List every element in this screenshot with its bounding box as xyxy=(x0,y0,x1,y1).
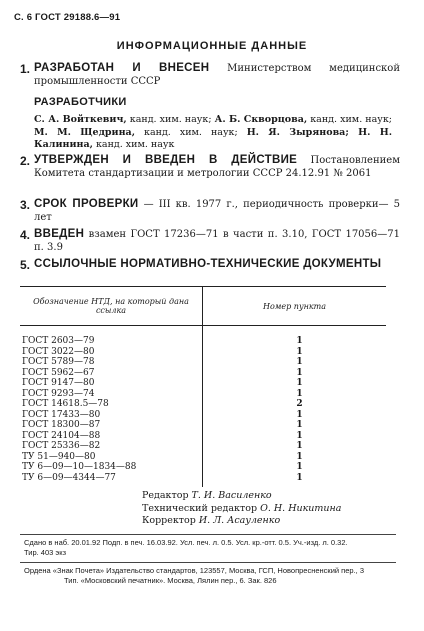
section-5-number: 5. xyxy=(20,258,31,272)
section-1-lead: РАЗРАБОТАН И ВНЕСЕН xyxy=(34,62,210,74)
table-row xyxy=(20,378,386,389)
developer-1-name: С. А. Войткевич, xyxy=(34,114,127,125)
tech-editor-role: Технический редактор xyxy=(142,502,261,514)
table-cell-document: ГОСТ 9147—80 xyxy=(20,378,203,389)
table-row xyxy=(20,326,386,347)
table-row xyxy=(20,452,386,463)
section-4-number: 4. xyxy=(20,228,31,242)
corrector-line xyxy=(142,515,341,528)
table-cell-item: 1 xyxy=(296,336,303,346)
table-row xyxy=(20,410,386,421)
table-cell-document: ГОСТ 5789—78 xyxy=(20,357,203,368)
section-1-text: Министерством медицинской промышленности СССР xyxy=(34,63,400,87)
section-2-lead: УТВЕРЖДЕН И ВВЕДЕН В ДЕЙСТВИЕ xyxy=(34,154,298,166)
developer-5-name: Н. Н. Калинина, xyxy=(34,126,393,150)
table-cell-document: ТУ 51—940—80 xyxy=(20,452,203,463)
table-cell-item: 1 xyxy=(296,472,303,483)
footer-rule-middle xyxy=(20,562,396,563)
table-cell-item: 2 xyxy=(296,399,303,409)
footer-rule-top xyxy=(20,534,396,535)
column-header-document: Обозначение НТД, на который дана ссылка xyxy=(20,287,203,326)
editorial-staff xyxy=(142,490,341,528)
table-cell-document: ГОСТ 17433—80 xyxy=(20,410,203,421)
footer-line-3: Ордена «Знак Почета» Издательство стандартов, 123557, Москва, ГСП, Новопресненский пер., 3 xyxy=(24,566,364,575)
section-4-text: взамен ГОСТ 17236—71 в части п. 3.10, ГОСТ 17056—71 п. 3.9 xyxy=(34,229,400,253)
table-row xyxy=(20,462,386,473)
table-cell-item: 1 xyxy=(296,388,303,399)
table-row xyxy=(20,473,386,488)
section-3 xyxy=(20,198,400,224)
developer-3-name: М. М. Щедрина, xyxy=(34,126,136,138)
corrector-role: Корректор xyxy=(142,515,199,526)
table-cell-item: 1 xyxy=(296,346,303,357)
footer-print-info xyxy=(24,538,400,558)
page-header: С. 6 ГОСТ 29188.6—91 xyxy=(14,12,121,23)
table-cell-document: ГОСТ 24104—88 xyxy=(20,431,203,442)
table-row xyxy=(20,431,386,442)
table-cell-document: ГОСТ 2603—79 xyxy=(20,326,203,347)
section-1-number: 1. xyxy=(20,62,31,76)
section-2 xyxy=(20,154,400,180)
table-cell-item: 1 xyxy=(296,462,303,472)
table-row xyxy=(20,441,386,452)
table-cell-item: 1 xyxy=(296,409,303,420)
table-cell-item: 1 xyxy=(296,357,303,367)
table-cell-document: ГОСТ 18300—87 xyxy=(20,420,203,431)
tech-editor-line xyxy=(142,503,341,516)
developer-3-degree: канд. хим. наук; xyxy=(135,126,247,138)
corrector-name: И. Л. Асауленко xyxy=(198,515,281,526)
tech-editor-name: О. Н. Никитина xyxy=(260,502,342,514)
table-cell-document: ГОСТ 9293—74 xyxy=(20,389,203,400)
section-1 xyxy=(20,62,400,88)
editor-line xyxy=(142,490,341,503)
table-cell-document: ГОСТ 3022—80 xyxy=(20,347,203,358)
section-3-lead: СРОК ПРОВЕРКИ xyxy=(34,198,139,210)
developer-4-name: Н. Я. Зырянова; xyxy=(246,126,349,138)
developer-5-degree: канд. хим. наук xyxy=(92,139,175,150)
editor-name: Т. И. Василенко xyxy=(191,490,272,501)
table-cell-document: ТУ 6—09—10—1834—88 xyxy=(20,462,203,473)
table-row xyxy=(20,368,386,379)
section-4 xyxy=(20,228,400,254)
developer-1-degree: канд. хим. наук; xyxy=(126,114,215,125)
table-header-row xyxy=(20,287,386,326)
developers-list xyxy=(34,114,392,152)
footer-line-1: Сдано в наб. 20.01.92 Подп. в печ. 16.03.92. Усл. печ. л. 0.5. Усл. кр.-отт. 0.5. Уч.-изд. л. 0.32. xyxy=(24,538,348,547)
developers-heading: РАЗРАБОТЧИКИ xyxy=(34,96,127,108)
table-cell-item: 1 xyxy=(296,430,303,441)
section-5-lead: ССЫЛОЧНЫЕ НОРМАТИВНО-ТЕХНИЧЕСКИЕ ДОКУМЕНТЫ xyxy=(34,258,382,270)
table-row xyxy=(20,389,386,400)
table-cell-item: 1 xyxy=(296,451,303,462)
table-row xyxy=(20,347,386,358)
table-cell-document: ГОСТ 14618.5—78 xyxy=(20,399,203,410)
footer-publisher-info xyxy=(24,566,400,586)
editor-role: Редактор xyxy=(142,490,192,501)
table-cell-item: 1 xyxy=(296,367,303,378)
table-cell-document: ТУ 6—09—4344—77 xyxy=(20,473,203,488)
references-table xyxy=(20,286,386,487)
table-row xyxy=(20,357,386,368)
table-row xyxy=(20,420,386,431)
footer-line-4: Тип. «Московский печатник». Москва, Лялин пер., 6. Зак. 826 xyxy=(64,576,277,585)
developer-2-name: А. Б. Скворцова, xyxy=(214,114,308,125)
table-cell-document: ГОСТ 25336—82 xyxy=(20,441,203,452)
footer-line-2: Тир. 403 экз xyxy=(24,548,67,557)
section-3-number: 3. xyxy=(20,198,31,212)
page-title: ИНФОРМАЦИОННЫЕ ДАННЫЕ xyxy=(116,40,308,52)
section-3-text: — III кв. 1977 г., периодичность проверки— 5 лет xyxy=(34,199,400,223)
table-cell-document: ГОСТ 5962—67 xyxy=(20,368,203,379)
section-2-number: 2. xyxy=(20,154,31,168)
column-header-item: Номер пункта xyxy=(203,287,387,326)
developer-2-degree: канд. хим. наук; xyxy=(307,114,392,125)
table-row xyxy=(20,399,386,410)
table-cell-item: 1 xyxy=(296,441,303,451)
section-4-lead: ВВЕДЕН xyxy=(34,228,85,240)
table-cell-item: 1 xyxy=(296,378,303,388)
section-2-text: Постановлением Комитета стандартизации и метрологии СССР 24.12.91 № 2061 xyxy=(34,155,400,179)
table-cell-item: 1 xyxy=(296,420,303,430)
section-5 xyxy=(20,258,400,271)
